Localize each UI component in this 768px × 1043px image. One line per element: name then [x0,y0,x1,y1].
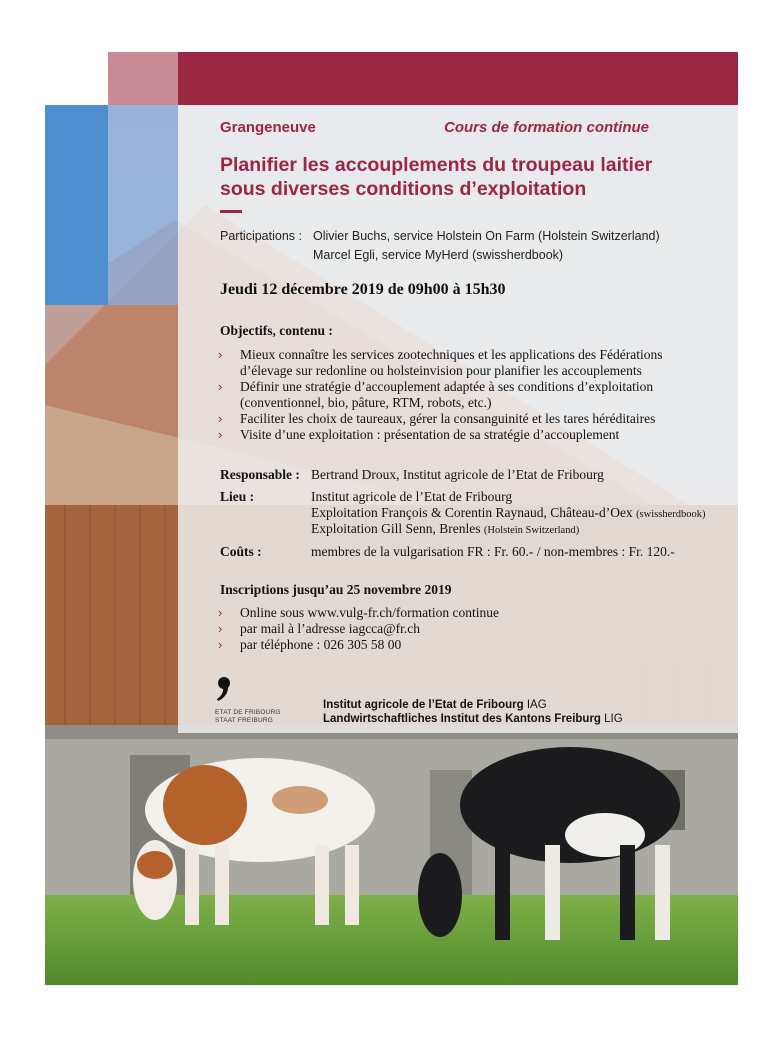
event-date: Jeudi 12 décembre 2019 de 09h00 à 15h30 [220,281,506,298]
fribourg-logo-icon [215,676,235,707]
header-accent-lightblue [108,105,178,305]
objective-line: Mieux connaître les services zootechniques et les applications des Fédérations [240,347,663,362]
lieu-line1: Institut agricole de l’Etat de Fribourg [311,489,513,504]
bullet-icon: › [218,605,223,620]
logo-line2: STAAT FREIBURG [215,717,274,724]
institute-name-fr: Institut agricole de l’Etat de Fribourg IAG [323,699,547,711]
lieu-line3: Exploitation Gill Senn, Brenles (Holstein Switzerland) [311,521,580,536]
bullet-icon: › [218,621,223,636]
logo-line1: ETAT DE FRIBOURG [215,709,281,716]
objective-line: Visite d’une exploitation : présentation de sa stratégie d’accouplement [240,427,620,442]
bullet-icon: › [218,637,223,652]
participations-label: Participations : [220,229,302,243]
participant-2: Marcel Egli, service MyHerd (swissherdbook) [313,248,564,262]
title-divider [220,210,242,213]
course-type: Cours de formation continue [444,119,650,136]
responsable-value: Bertrand Droux, Institut agricole de l’Etat de Fribourg [311,467,604,482]
bullet-icon: › [218,427,223,442]
objective-line: (conventionnel, bio, pâture, RTM, robots, etc.) [240,395,492,410]
objective-line: Faciliter les choix de taureaux, gérer la consanguinité et les tares héréditaires [240,411,656,426]
inscription-phone: par téléphone : 026 305 58 00 [240,637,402,652]
couts-value: membres de la vulgarisation FR : Fr. 60.- / non-membres : Fr. 120.- [311,544,675,559]
lieu-line2: Exploitation François & Corentin Raynaud, Château-d’Oex (swissherdbook) [311,505,706,520]
bullet-icon: › [218,347,223,362]
objective-line: Définir une stratégie d’accouplement adaptée à ses conditions d’exploitation [240,379,654,394]
page-title-line1: Planifier les accouplements du troupeau laitier [220,154,653,176]
header-accent-pink [108,52,178,105]
page-title-line2: sous diverses conditions d’exploitation [220,178,587,200]
header-accent-blue [45,105,108,305]
header-band [178,52,738,105]
bullet-icon: › [218,379,223,394]
organization-name: Grangeneuve [220,119,316,136]
couts-label: Coûts : [220,544,262,559]
institute-name-de: Landwirtschaftliches Institut des Kantons Freiburg LIG [323,713,623,725]
inscription-online-link[interactable]: Online sous www.vulg-fr.ch/formation continue [240,605,499,620]
participant-1: Olivier Buchs, service Holstein On Farm (Holstein Switzerland) [313,229,660,243]
objective-line: d’élevage sur redonline ou holsteinvision pour planifier les accouplements [240,363,642,378]
responsable-label: Responsable : [220,467,300,482]
bullet-icon: › [218,411,223,426]
objectives-title: Objectifs, contenu : [220,323,333,338]
inscriptions-title: Inscriptions jusqu’au 25 novembre 2019 [220,582,452,597]
lieu-label: Lieu : [220,489,255,504]
inscription-email-link[interactable]: par mail à l’adresse iagcca@fr.ch [240,621,420,636]
